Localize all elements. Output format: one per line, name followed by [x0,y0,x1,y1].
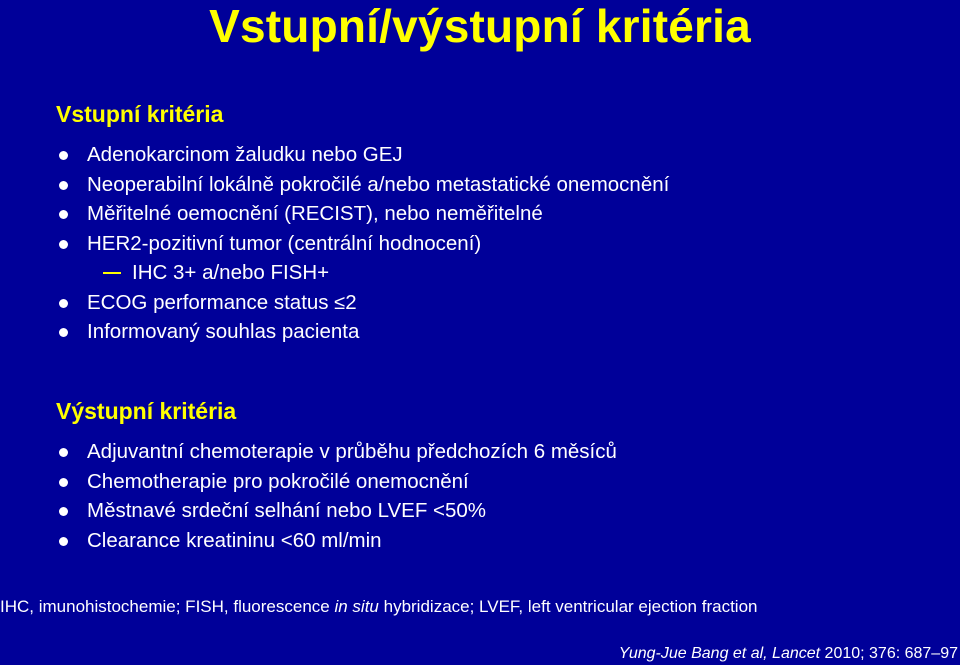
list-item-text: Městnavé srdeční selhání nebo LVEF <50% [87,499,487,522]
citation [619,644,958,664]
list-item-text: Neoperabilní lokálně pokročilé a/nebo metastatické onemocnění [87,172,670,196]
list-item-text [87,288,357,319]
citation-journal: Lancet [772,645,821,662]
bullet-icon [59,448,68,457]
bullet-icon [59,507,68,516]
list-item-text: Informovaný souhlas pacienta [87,320,360,343]
bullet-icon [59,537,68,546]
footnote-text-end: hybridizace; LVEF, left ventricular ejection fraction [378,597,758,616]
list-item-text: Clearance kreatininu <60 ml/min [87,528,382,552]
footnote-italic: in situ [334,597,379,616]
bullet-icon [59,181,68,190]
ecog-value: 2 [345,290,357,314]
footnote [0,596,757,618]
list-item-text: HER2-pozitivní tumor (centrální hodnocení) [87,231,482,255]
list-item-text: Měřitelné oemocnění (RECIST), nebo neměřitelné [87,202,543,225]
bullet-icon [59,299,68,308]
exclusion-heading: Výstupní kritéria [56,398,237,424]
citation-details: 2010; 376: 687–97 [820,645,958,662]
footnote-text-start: IHC, imunohistochemie; FISH, fluorescence [0,597,335,616]
list-item-text: Adenokarcinom žaludku nebo GEJ [87,143,403,166]
citation-authors: Yung-Jue Bang et al, [618,645,773,662]
bullet-icon [59,240,68,249]
bullet-icon [59,151,68,160]
sub-list-item-text: IHC 3+ a/nebo FISH+ [132,261,330,284]
list-item-text: Chemotherapie pro pokročilé onemocnění [87,469,469,493]
ecog-label: ECOG performance status [87,290,335,314]
bullet-icon [59,210,68,219]
list-item-text: Adjuvantní chemoterapie v průběhu předchozích 6 měsíců [87,440,617,463]
bullet-icon [59,328,68,337]
bullet-icon [59,478,68,487]
dash-icon [103,272,121,274]
slide-title: Vstupní/výstupní kritéria [209,0,751,52]
less-equal-symbol: ≤ [334,291,346,314]
inclusion-heading: Vstupní kritéria [56,101,224,127]
